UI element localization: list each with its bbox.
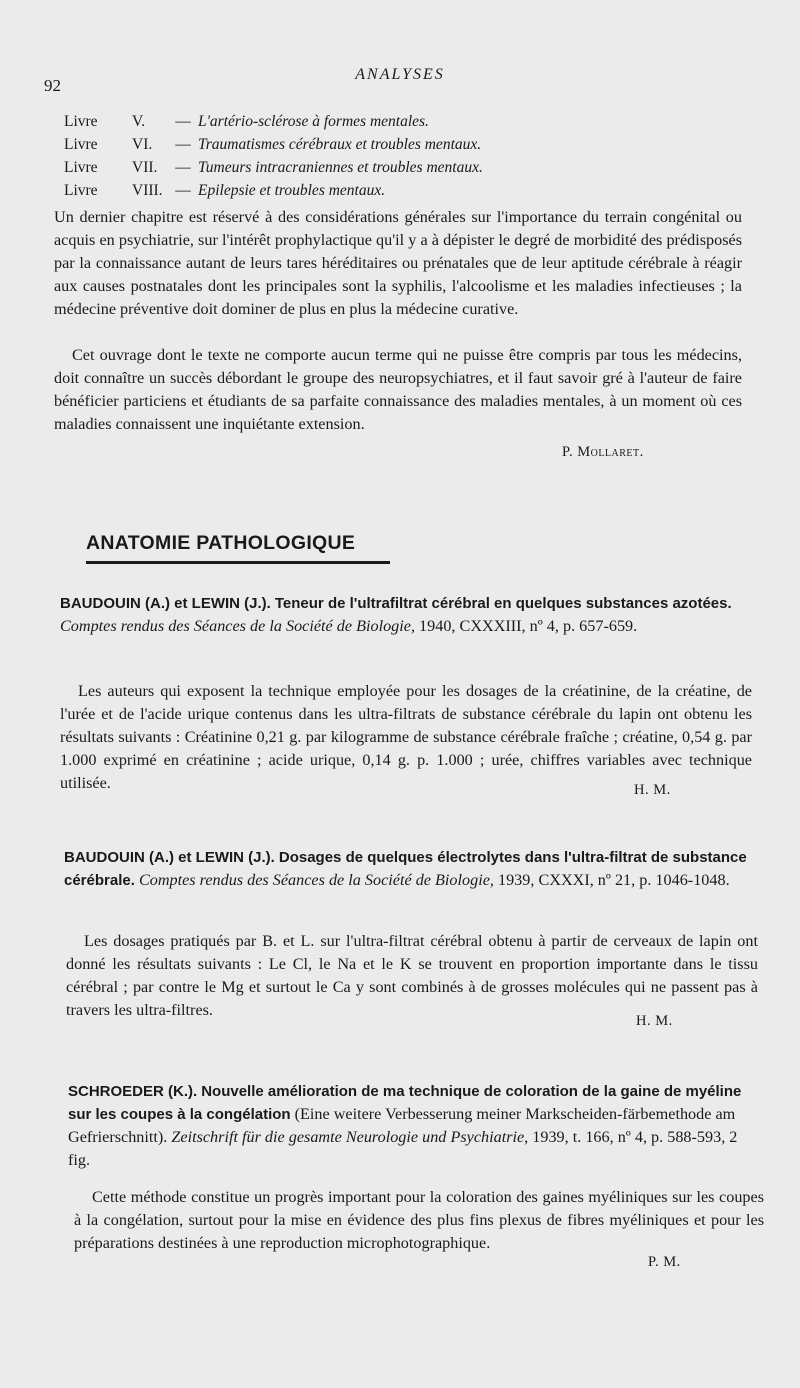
article-details: 1940, CXXXIII, nº 4, p. 657-659.	[419, 617, 638, 635]
running-title: ANALYSES	[355, 66, 445, 83]
page-number: 92	[44, 76, 61, 95]
toc-title: L'artério-sclérose à formes mentales.	[198, 113, 429, 130]
toc-item	[64, 110, 744, 133]
article-reference	[68, 1080, 762, 1172]
intro-paragraph: Cet ouvrage dont le texte ne comporte aucun terme qui ne puisse être compris par tous les médecins, doit connaître un succès débordant le groupe des neuropsychiatres, et il faut savoir gré à l'auteur de faire bénéficier particiens et étudiants de sa parfaite connaissance des maladies mentales, à un moment où ces maladies connaissent une inquiétante extension.	[54, 346, 742, 433]
article-authors: BAUDOUIN (A.) et LEWIN (J.).	[60, 595, 271, 612]
article-authors: SCHROEDER (K.).	[68, 1083, 198, 1100]
article-title: Teneur de l'ultrafiltrat cérébral en quelques substances azotées.	[274, 595, 732, 612]
article-signature: H. M.	[636, 1013, 673, 1029]
toc-item	[64, 133, 744, 156]
toc-dash: —	[175, 159, 191, 176]
article-signature: H. M.	[634, 782, 671, 798]
article-reference	[60, 592, 750, 638]
toc-number: VII.	[132, 159, 158, 176]
toc-title: Epilepsie et troubles mentaux.	[198, 182, 386, 199]
article-details: 1939, t. 166, nº 4, p. 588-593, 2 fig.	[68, 1128, 738, 1169]
article-abstract: Cette méthode constitue un progrès important pour la coloration des gaines myéliniques sur les coupes à la congélation, surtout pour la mise en évidence des plus fins plexus de fibres myéliniques et pour les préparations destinées à une reproduction microphotographique.	[74, 1188, 764, 1252]
article-original-title: (Eine weitere Verbesserung meiner Markscheiden-färbemethode am Gefrierschnitt).	[68, 1105, 736, 1146]
review-signature: P. Mollaret.	[562, 444, 644, 460]
article-title: Nouvelle amélioration de ma technique de coloration de la gaine de myéline sur les coupes à la congélation	[68, 1083, 742, 1123]
toc-number: VIII.	[132, 182, 163, 199]
toc-livre: Livre	[64, 113, 98, 130]
toc-title: Tumeurs intracraniennes et troubles mentaux.	[198, 159, 483, 176]
article-details: 1939, CXXXI, nº 21, p. 1046-1048.	[497, 871, 730, 889]
toc-number: V.	[132, 113, 146, 130]
section-heading: ANATOMIE PATHOLOGIQUE	[86, 532, 356, 554]
toc-livre: Livre	[64, 182, 98, 199]
intro-paragraph: Un dernier chapitre est réservé à des considérations générales sur l'importance du terrain congénital ou acquis en psychiatrie, sur l'intérêt prophylactique qu'il y a à dépister le degré de morbidité des prédisposés par la connaissance autant de leurs tares héréditaires ou prénatales que de leur aptitude cérébrale à réagir aux causes postnatales dont les principales sont la syphilis, l'alcoolisme et les maladies infectieuses ; la médecine préventive doit dominer de plus en plus la médecine curative.	[54, 208, 742, 318]
section-underline	[86, 561, 390, 564]
toc-livre: Livre	[64, 136, 98, 153]
toc-dash: —	[175, 113, 191, 130]
toc-title: Traumatismes cérébraux et troubles mentaux.	[198, 136, 482, 153]
article-authors: BAUDOUIN (A.) et LEWIN (J.).	[64, 849, 275, 866]
toc-dash: —	[175, 136, 191, 153]
article-signature: P. M.	[648, 1254, 681, 1270]
toc-item	[64, 156, 744, 179]
article-reference	[64, 846, 754, 892]
toc-livre: Livre	[64, 159, 98, 176]
article-journal: Comptes rendus des Séances de la Société de Biologie,	[60, 617, 415, 635]
article-title: Dosages de quelques électrolytes dans l'ultra-filtrat de substance cérébrale.	[64, 849, 747, 889]
toc-item	[64, 179, 744, 202]
toc-number: VI.	[132, 136, 153, 153]
running-header	[0, 64, 800, 95]
article-journal: Comptes rendus des Séances de la Société de Biologie,	[138, 871, 494, 889]
book-contents-list	[64, 110, 744, 202]
article-abstract: Les dosages pratiqués par B. et L. sur l'ultra-filtrat cérébral obtenu à partir de cerveaux de lapin ont donné les résultats suivants : Le Cl, le Na et le K se trouvent en proportion importante dans le tissu cérébral ; par contre le Mg et surtout le Ca y sont combinés à de grosses molécules qui ne passent pas à travers les ultra-filtres.	[66, 932, 758, 1019]
toc-dash: —	[175, 182, 191, 199]
article-journal: Zeitschrift für die gesamte Neurologie und Psychiatrie,	[171, 1128, 529, 1146]
article-abstract: Les auteurs qui exposent la technique employée pour les dosages de la créatinine, de la créatine, de l'urée et de l'acide urique contenus dans les ultra-filtrats de substance cérébrale du lapin ont obtenu les résultats suivants : Créatinine 0,21 g. par kilogramme de substance cérébrale fraîche ; créatine, 0,54 g. par 1.000 exprimé en créatinine ; acide urique, 0,14 g. p. 1.000 ; urée, chiffres variables avec technique utilisée.	[60, 682, 752, 792]
